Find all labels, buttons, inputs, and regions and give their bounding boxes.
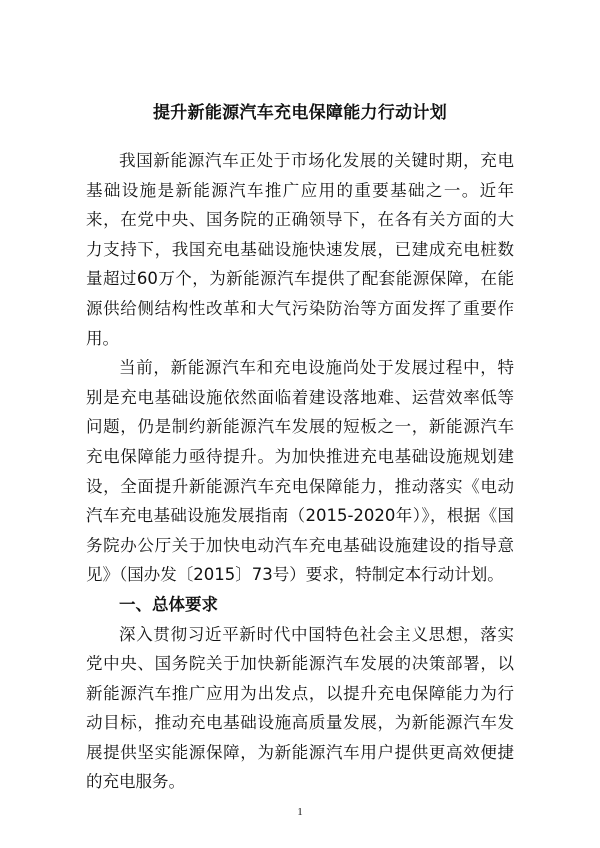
paragraph-current-situation: 当前，新能源汽车和充电设施尚处于发展过程中，特别是充电基础设施依然面临着建设落地难、运营效率低等问题，仍是制约新能源汽车发展的短板之一，新能源汽车充电保障能力亟待提升。为加快推进充电基础设施规划建设，全面提升新能源汽车充电保障能力，推动落实《电动汽车充电基础设施发展指南（2015-2020年）》，根据《国务院办公厅关于加快电动汽车充电基础设施建设的指导意见》（国办发〔2015〕73号）要求，特制定本行动计划。 xyxy=(86,358,514,585)
document-title: 提升新能源汽车充电保障能力行动计划 xyxy=(152,103,448,123)
paragraph-intro: 我国新能源汽车正处于市场化发展的关键时期，充电基础设施是新能源汽车推广应用的重要基础之一。近年来，在党中央、国务院的正确领导下，在各有关方面的大力支持下，我国充电基础设施快速发展，已建成充电桩数量超过60万个，为新能源汽车提供了配套能源保障，在能源供给侧结构性改革和大气污染防治等方面发挥了重要作用。 xyxy=(86,151,514,348)
document-body xyxy=(86,146,514,797)
section-heading: 一、总体要求 xyxy=(119,594,218,614)
paragraph-general-requirements: 深入贯彻习近平新时代中国特色社会主义思想，落实党中央、国务院关于加快新能源汽车发展的决策部署，以新能源汽车推广应用为出发点，以提升充电保障能力为行动目标，推动充电基础设施高质量发展，为新能源汽车发展提供坚实能源保障，为新能源汽车用户提供更高效便捷的充电服务。 xyxy=(86,624,514,792)
page-number: 1 xyxy=(297,806,303,818)
